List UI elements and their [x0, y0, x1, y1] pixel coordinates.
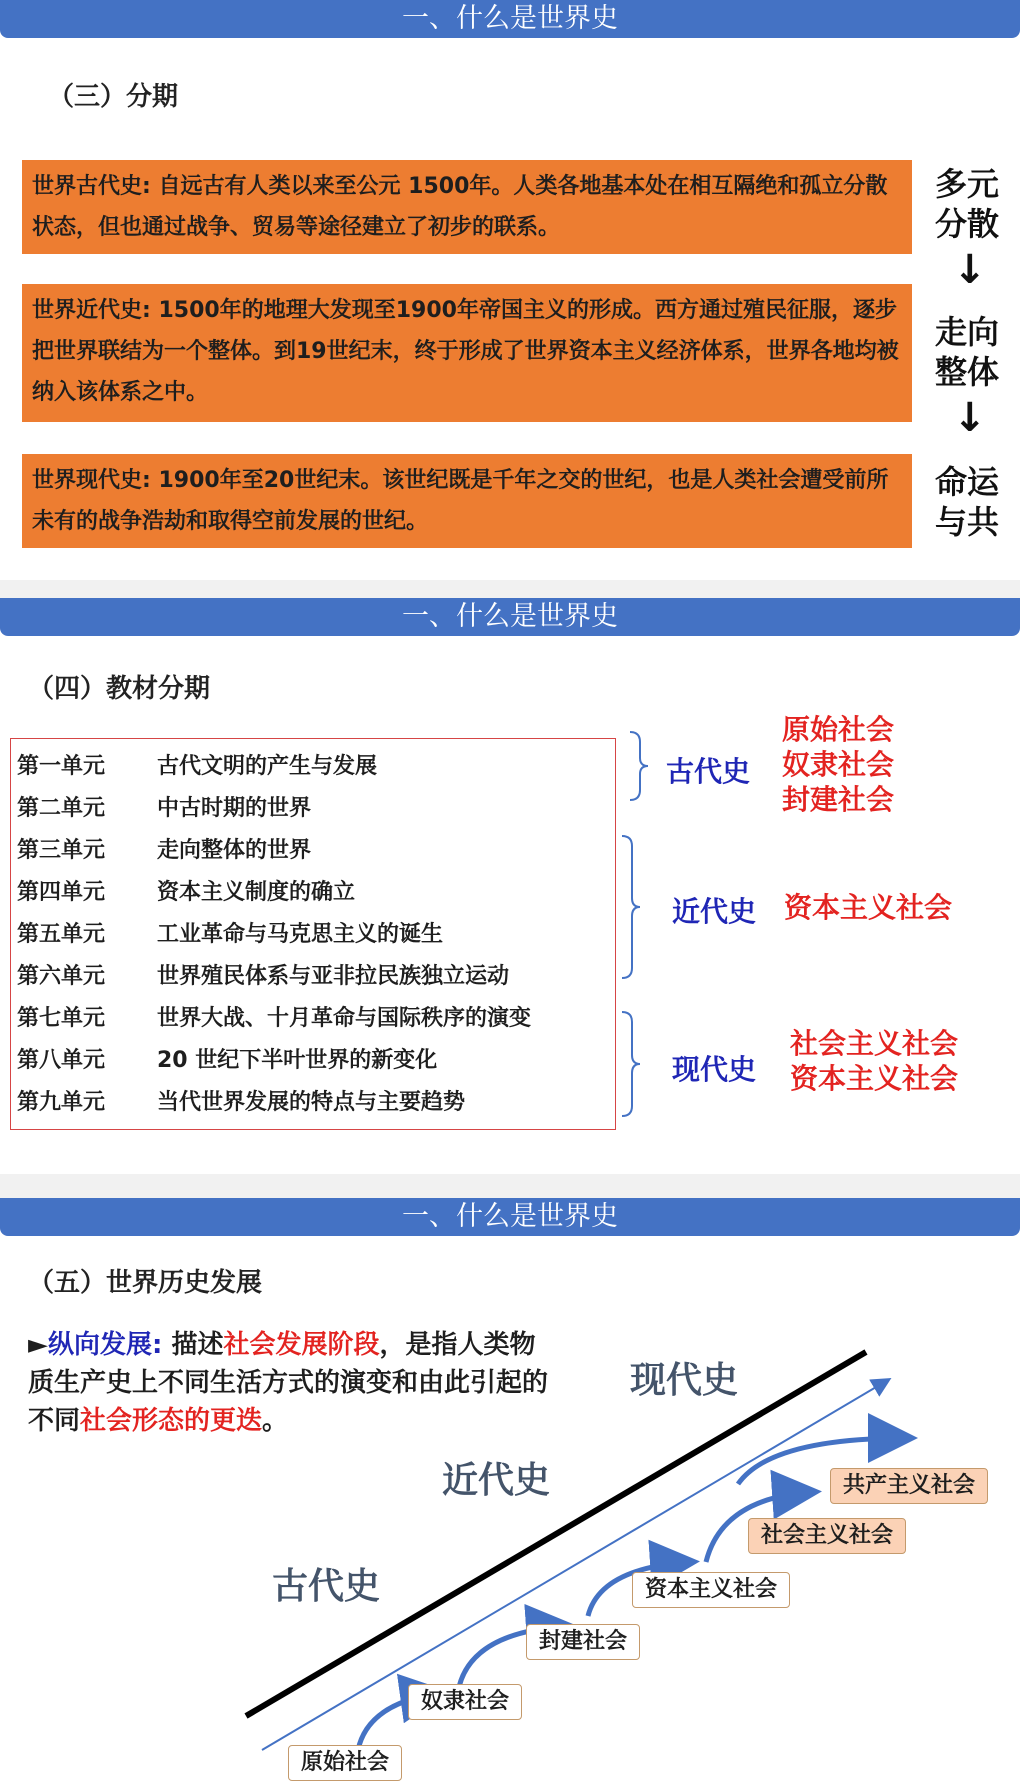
society-label: 资本主义社会 [790, 1062, 959, 1095]
unit-number: 第一单元 [17, 754, 106, 779]
stage-communist: 共产主义社会 [830, 1468, 988, 1504]
period-name: 世界近代史: [32, 298, 151, 323]
trend-label-shared-destiny: 命运与共 [934, 463, 999, 541]
unit-title: 中古时期的世界 [157, 796, 312, 821]
unit-row [17, 917, 443, 948]
unit-number: 第五单元 [17, 922, 106, 947]
brace-icon [628, 730, 650, 802]
period-label-modern: 近代史 [672, 895, 757, 928]
slide-periodization [0, 0, 1020, 580]
slide-textbook-units [0, 598, 1020, 1174]
society-label: 奴隶社会 [782, 748, 895, 781]
trend-label-integrated: 走向整体 [934, 313, 999, 391]
unit-number: 第八单元 [17, 1048, 106, 1073]
period-name: 世界现代史: [32, 468, 151, 493]
era-label-modern: 近代史 [442, 1460, 551, 1501]
period-label-ancient: 古代史 [666, 755, 751, 788]
down-arrow-icon: ↓ [953, 247, 987, 293]
society-label: 社会主义社会 [790, 1027, 959, 1060]
unit-title: 古代文明的产生与发展 [157, 754, 378, 779]
society-label: 资本主义社会 [784, 891, 953, 924]
unit-row [17, 959, 509, 990]
period-label-contemporary: 现代史 [672, 1053, 757, 1086]
period-text: 1900年至20世纪末。该世纪既是千年之交的世纪，也是人类社会遭受前所未有的战争浩劫和取得空前发展的世纪。 [32, 468, 889, 534]
unit-number: 第二单元 [17, 796, 106, 821]
section-title: （三）分期 [48, 82, 179, 112]
unit-row [17, 1043, 437, 1074]
stage-primitive: 原始社会 [288, 1745, 402, 1781]
term-stage: 社会发展阶段 [223, 1330, 380, 1360]
stage-slave: 奴隶社会 [408, 1684, 522, 1720]
term-succession: 社会形态的更迭 [80, 1406, 263, 1436]
slide-history-development [0, 1198, 1020, 1788]
brace-icon [620, 834, 642, 980]
unit-row [17, 1001, 531, 1032]
intro-text: 。 [262, 1406, 289, 1436]
trend-label-scattered: 多元分散 [934, 165, 999, 243]
unit-title: 当代世界发展的特点与主要趋势 [157, 1090, 466, 1115]
intro-text: 描述 [162, 1330, 224, 1360]
intro-text: ，是指人类物质生产史上不同生活方式的演变和由此引起的不同 [28, 1330, 549, 1436]
unit-row [17, 1085, 465, 1116]
slide-banner: 一、什么是世界史 [0, 598, 1020, 636]
period-box-ancient [22, 160, 912, 254]
unit-number: 第三单元 [17, 838, 106, 863]
unit-title: 资本主义制度的确立 [157, 880, 356, 905]
era-label-ancient: 古代史 [272, 1566, 381, 1607]
unit-number: 第六单元 [17, 964, 106, 989]
slide-banner: 一、什么是世界史 [0, 1198, 1020, 1236]
stage-feudal: 封建社会 [526, 1624, 640, 1660]
era-label-contemporary: 现代史 [630, 1360, 739, 1401]
unit-number: 第四单元 [17, 880, 106, 905]
society-label: 封建社会 [782, 783, 895, 816]
stage-socialist: 社会主义社会 [748, 1518, 906, 1554]
slide-banner: 一、什么是世界史 [0, 0, 1020, 38]
unit-row [17, 791, 311, 822]
period-text: 1500年的地理大发现至1900年帝国主义的形成。西方通过殖民征服，逐步把世界联结为一个整体。到19世纪末，终于形成了世界资本主义经济体系，世界各地均被纳入该体系之中。 [32, 298, 899, 405]
unit-title: 20 世纪下半叶世界的新变化 [157, 1048, 438, 1073]
unit-list [10, 738, 616, 1130]
period-box-modern [22, 284, 912, 422]
bullet-icon: ► [28, 1330, 48, 1360]
unit-number: 第九单元 [17, 1090, 106, 1115]
period-text: 自远古有人类以来至公元 1500年。人类各地基本处在相互隔绝和孤立分散状态，但也通过战争、贸易等途径建立了初步的联系。 [32, 174, 888, 240]
unit-number: 第七单元 [17, 1006, 106, 1031]
down-arrow-icon: ↓ [953, 395, 987, 441]
unit-title: 世界殖民体系与亚非拉民族独立运动 [157, 964, 510, 989]
brace-icon [620, 1010, 642, 1118]
unit-title: 工业革命与马克思主义的诞生 [157, 922, 444, 947]
stage-capitalist: 资本主义社会 [632, 1572, 790, 1608]
section-title: （五）世界历史发展 [28, 1268, 263, 1298]
unit-title: 世界大战、十月革命与国际秩序的演变 [157, 1006, 532, 1031]
unit-row [17, 749, 377, 780]
society-label: 原始社会 [782, 713, 895, 746]
unit-row [17, 833, 311, 864]
section-title: （四）教材分期 [28, 674, 211, 704]
unit-row [17, 875, 355, 906]
period-name: 世界古代史: [32, 174, 151, 199]
unit-title: 走向整体的世界 [157, 838, 312, 863]
term-vertical: 纵向发展: [48, 1330, 163, 1360]
period-box-contemporary [22, 454, 912, 548]
